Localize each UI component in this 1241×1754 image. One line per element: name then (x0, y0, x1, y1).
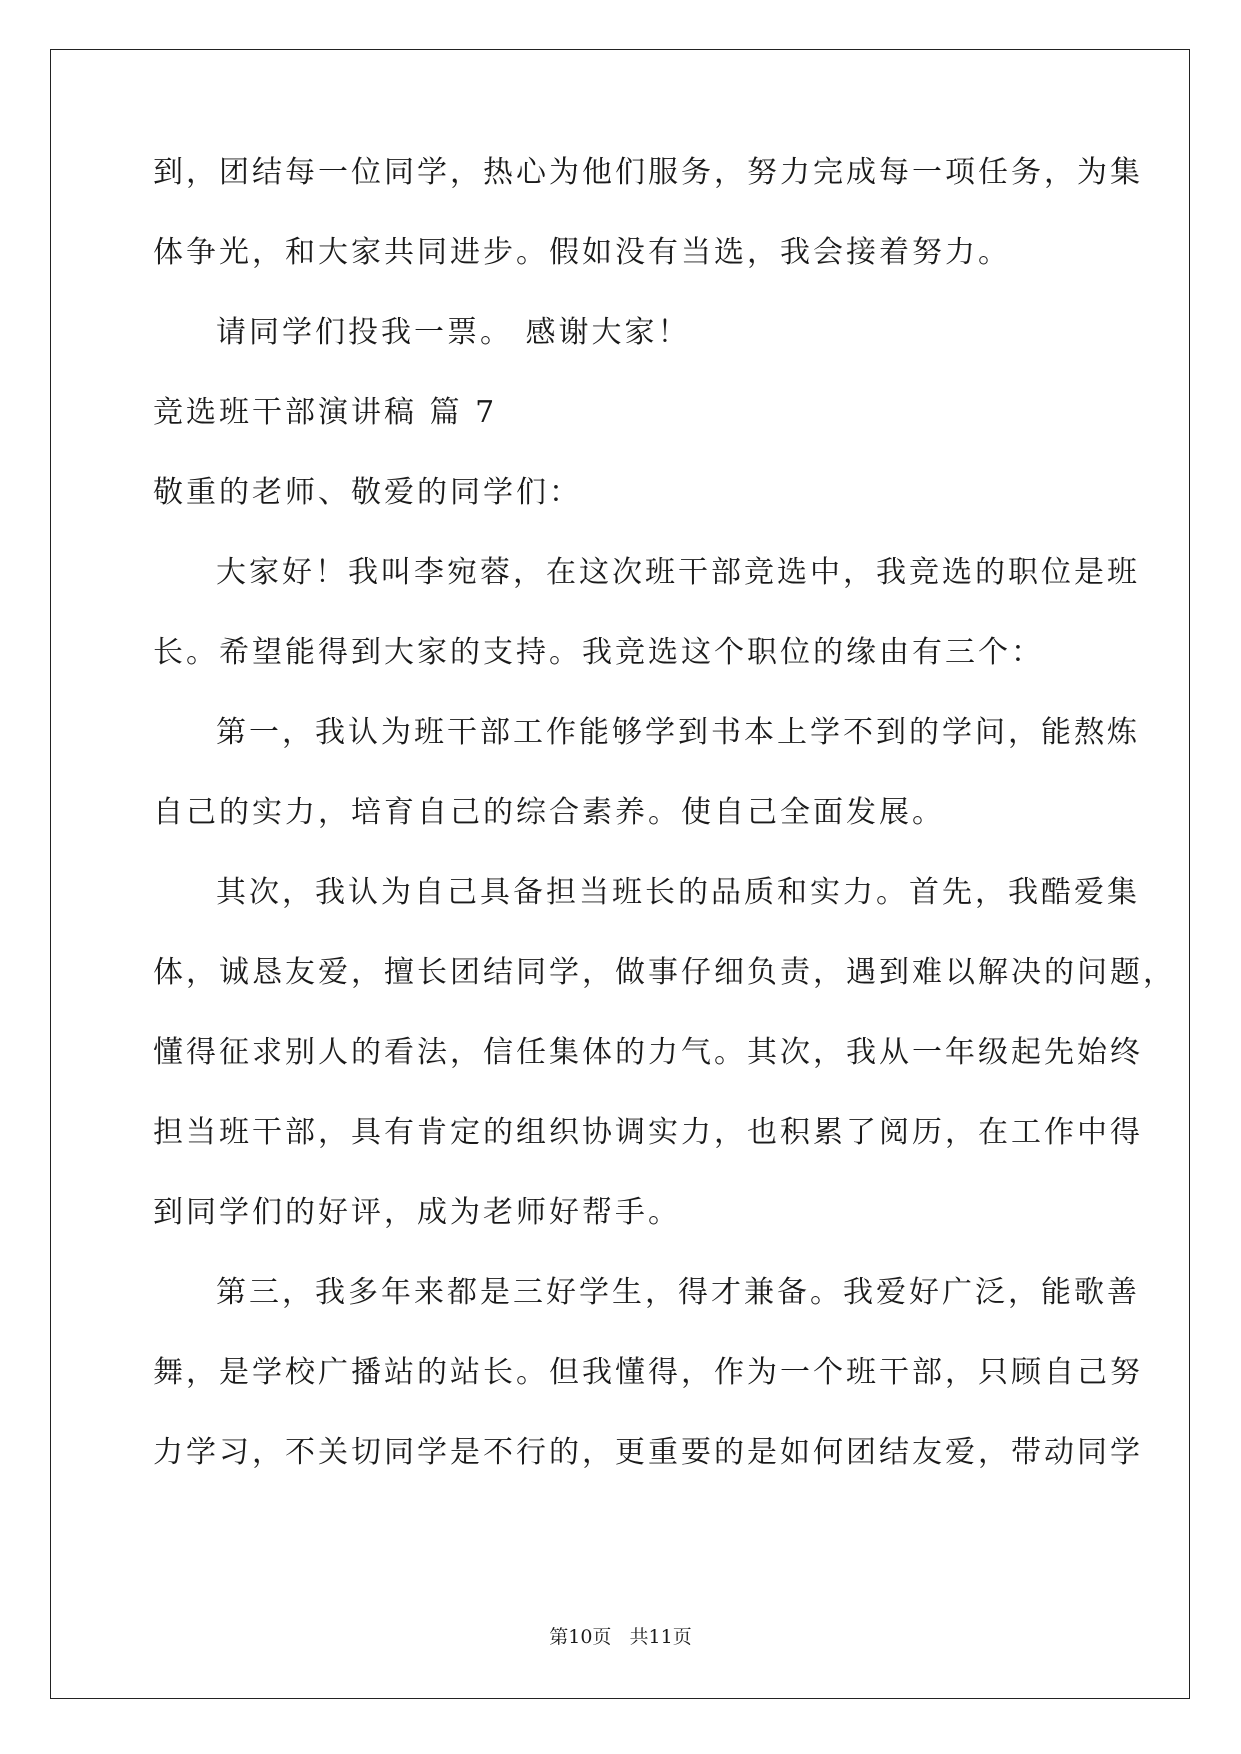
text-line: 体争光，和大家共同进步。假如没有当选，我会接着努力。 (153, 235, 1011, 270)
text-line: 其次，我认为自己具备担当班长的品质和实力。首先，我酷爱集 (216, 875, 1140, 910)
text-line: 大家好！我叫李宛蓉，在这次班干部竞选中，我竞选的职位是班 (216, 555, 1140, 590)
text-line: 长。希望能得到大家的支持。我竞选这个职位的缘由有三个： (153, 635, 1044, 670)
text-line: 到，团结每一位同学，热心为他们服务，努力完成每一项任务，为集 (153, 155, 1143, 190)
text-line: 自己的实力，培育自己的综合素养。使自己全面发展。 (153, 795, 945, 830)
text-line: 体，诚恳友爱，擅长团结同学，做事仔细负责，遇到难以解决的问题， (153, 955, 1176, 990)
text-line: 第一，我认为班干部工作能够学到书本上学不到的学问，能熬炼 (216, 715, 1140, 750)
salutation: 敬重的老师、敬爱的同学们： (153, 475, 582, 510)
text-line: 力学习，不关切同学是不行的，更重要的是如何团结友爱，带动同学 (153, 1435, 1143, 1470)
text-line: 懂得征求别人的看法，信任集体的力气。其次，我从一年级起先始终 (153, 1035, 1143, 1070)
text-line: 到同学们的好评，成为老师好帮手。 (153, 1195, 681, 1230)
text-line: 担当班干部，具有肯定的组织协调实力，也积累了阅历，在工作中得 (153, 1115, 1143, 1150)
page-number-footer: 第10页 共11页 (549, 1626, 692, 1648)
text-line: 舞，是学校广播站的站长。但我懂得，作为一个班干部，只顾自己努 (153, 1355, 1143, 1390)
text-line: 请同学们投我一票。 感谢大家！ (216, 315, 691, 350)
text-line: 第三，我多年来都是三好学生，得才兼备。我爱好广泛，能歌善 (216, 1275, 1140, 1310)
section-heading: 竞选班干部演讲稿 篇 7 (153, 395, 498, 430)
